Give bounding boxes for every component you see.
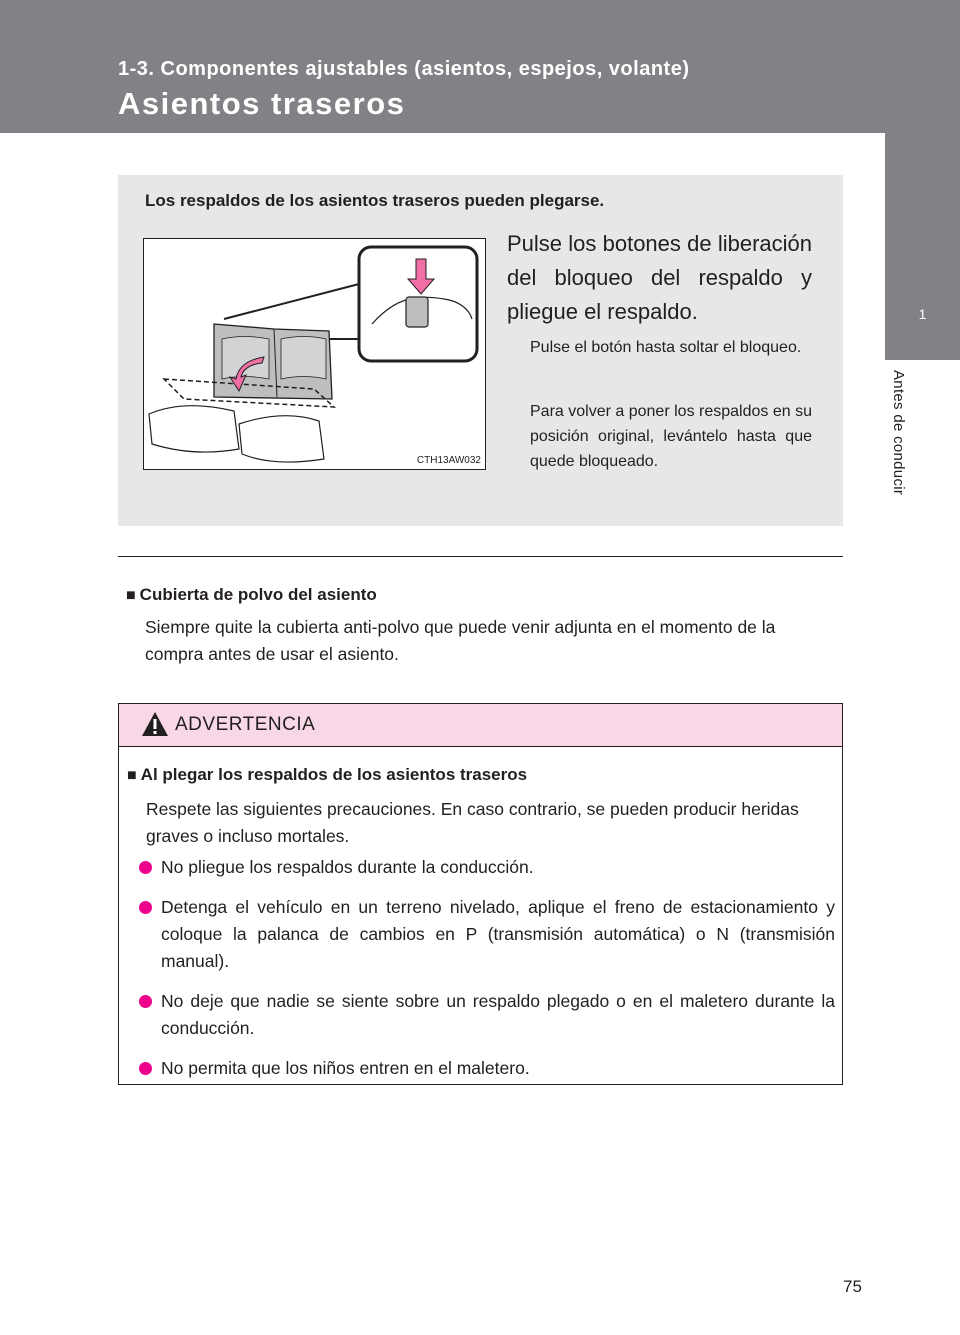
warning-bullets [135, 854, 835, 1095]
fold-note-release: Pulse el botón hasta soltar el bloqueo. [530, 339, 802, 356]
warning-title [127, 765, 527, 785]
warning-triangle-icon [141, 711, 169, 737]
page-number: 75 [843, 1277, 862, 1296]
image-code: CTH13AW032 [416, 455, 481, 466]
bullet-dot-icon [139, 1062, 152, 1075]
dust-cover-heading [126, 585, 377, 605]
chapter-label-text: Antes de conducir [890, 370, 907, 496]
list-item: Detenga el vehículo en un terreno nivelado, aplique el freno de estacionamiento y coloque la palanca de cambios en P (transmisión automática) o N (transmisión manual). [135, 894, 835, 975]
page-title: Asientos traseros [118, 86, 406, 121]
seat-cushion-left [149, 406, 239, 452]
square-bullet-icon: ■ [127, 767, 137, 784]
warning-label: ADVERTENCIA [175, 714, 316, 735]
bullet-dot-icon [139, 901, 152, 914]
dust-cover-title: Cubierta de polvo del asiento [139, 585, 377, 604]
seat-cushion-right [239, 416, 324, 462]
divider [118, 556, 843, 557]
square-bullet-icon: ■ [126, 587, 136, 604]
chapter-number: 1 [918, 306, 927, 322]
warning-header [119, 704, 842, 747]
section-title: 1-3. Componentes ajustables (asientos, espejos, volante) [118, 58, 690, 80]
callout-line-top [224, 284, 359, 319]
list-item: No permita que los niños entren en el maletero. [135, 1055, 835, 1082]
fold-instructions-box [118, 175, 843, 526]
rear-seat-illustration [144, 239, 485, 469]
list-item: No pliegue los respaldos durante la conducción. [135, 854, 835, 881]
fold-note-return: Para volver a poner los respaldos en su posición original, levántelo hasta que quede bloqueado. [530, 403, 812, 470]
page-header [0, 0, 960, 133]
list-item: No deje que nadie se siente sobre un respaldo plegado o en el maletero durante la conducción. [135, 988, 835, 1042]
bullet-dot-icon [139, 861, 152, 874]
release-button [406, 297, 428, 327]
chapter-label [890, 370, 914, 540]
fold-intro: Los respaldos de los asientos traseros pueden plegarse. [145, 191, 605, 210]
side-tab-top [885, 0, 960, 270]
dust-cover-body: Siempre quite la cubierta anti-polvo que puede venir adjunta en el momento de la compra antes de usar el asiento. [145, 617, 776, 664]
chapter-tab[interactable] [885, 270, 960, 360]
warning-title-text: Al plegar los respaldos de los asientos traseros [140, 765, 528, 784]
fold-step: Pulse los botones de liberación del bloqueo del respaldo y pliegue el respaldo. [507, 231, 812, 324]
seat-illustration [143, 238, 486, 470]
warning-intro: Respete las siguientes precauciones. En caso contrario, se pueden producir heridas graves o incluso mortales. [146, 799, 799, 846]
warning-box [118, 703, 843, 1085]
bullet-dot-icon [139, 995, 152, 1008]
